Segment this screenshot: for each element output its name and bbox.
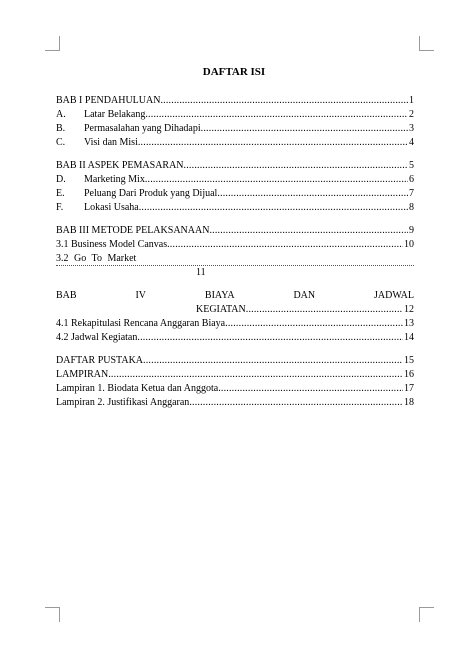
toc-heading-word: DAN: [293, 290, 316, 301]
toc-page-number: 1: [409, 95, 414, 106]
toc-entry-label: A.: [56, 109, 66, 120]
toc-entry[interactable]: [56, 396, 414, 410]
toc-entry[interactable]: [56, 122, 414, 136]
toc-page-number: 17: [404, 383, 414, 394]
toc-entry-text: 3.1 Business Model Canvas: [56, 239, 168, 250]
toc-entry-page-wrapped: [56, 266, 414, 280]
toc-heading-word: BIAYA: [204, 290, 235, 301]
margin-corner-top-left: [45, 36, 60, 51]
toc-page-number: 16: [404, 369, 414, 380]
toc-entry[interactable]: [56, 331, 414, 345]
toc-page-number: 14: [404, 332, 414, 343]
toc-page-number: 11: [196, 267, 206, 278]
toc-page-number: 13: [404, 318, 414, 329]
toc-page-number: 6: [409, 174, 414, 185]
toc-page-number: 7: [409, 188, 414, 199]
toc-entry-text: Lampiran 1. Biodata Ketua dan Anggota: [56, 383, 219, 394]
toc-entry[interactable]: [56, 136, 414, 150]
toc-entry-text: Latar Belakang: [84, 109, 146, 120]
toc-entry[interactable]: [56, 382, 414, 396]
toc-entry-text: Marketing Mix: [84, 174, 145, 185]
toc-heading-word: JADWAL: [374, 290, 414, 301]
toc-heading-text: DAFTAR PUSTAKA: [56, 355, 144, 366]
toc-page-number: 5: [409, 160, 414, 171]
toc-entry[interactable]: [56, 173, 414, 187]
toc-entry-label: C.: [56, 137, 66, 148]
toc-heading-word: IV: [135, 290, 147, 301]
toc-entry-label: B.: [56, 123, 66, 134]
toc-entry[interactable]: [56, 252, 414, 266]
toc-heading-text: BAB I PENDAHULUAN: [56, 95, 161, 106]
toc-heading[interactable]: [56, 94, 414, 108]
toc-entry-text: Visi dan Misi: [84, 137, 138, 148]
page-title: DAFTAR ISI: [202, 66, 266, 78]
toc-entry-label: E.: [56, 188, 65, 199]
toc-heading-text: LAMPIRAN: [56, 369, 109, 380]
toc-entry-text: Lampiran 2. Justifikasi Anggaran: [56, 397, 190, 408]
toc-heading[interactable]: [56, 289, 414, 303]
toc-page-number: 15: [404, 355, 414, 366]
toc-page-number: 8: [409, 202, 414, 213]
toc-heading[interactable]: [56, 159, 414, 173]
toc-heading-word: BAB: [56, 290, 77, 301]
toc-page-number: 2: [409, 109, 414, 120]
toc-entry[interactable]: [56, 187, 414, 201]
toc-page-number: 18: [404, 397, 414, 408]
margin-corner-bottom-left: [45, 607, 60, 622]
toc-heading[interactable]: [56, 224, 414, 238]
toc-page-number: 9: [409, 225, 414, 236]
toc-entry-text: 4.1 Rekapitulasi Rencana Anggaran Biaya: [56, 318, 226, 329]
margin-corner-bottom-right: [419, 607, 434, 622]
toc-entry-label: F.: [56, 202, 64, 213]
toc-entry-text: Lokasi Usaha: [84, 202, 139, 213]
toc-list: [56, 94, 414, 410]
toc-entry[interactable]: [56, 317, 414, 331]
toc-heading[interactable]: [56, 354, 414, 368]
toc-heading-text: KEGIATAN: [196, 304, 246, 315]
toc-page-number: 10: [404, 239, 414, 250]
toc-entry[interactable]: [56, 201, 414, 215]
toc-heading-text: BAB III METODE PELAKSANAAN: [56, 225, 210, 236]
toc-entry-label: D.: [56, 174, 66, 185]
toc-page-number: 4: [409, 137, 414, 148]
toc-entry-text: Peluang Dari Produk yang Dijual: [84, 188, 218, 199]
toc-heading-continuation[interactable]: [56, 303, 414, 317]
toc-entry[interactable]: [56, 238, 414, 252]
toc-entry-text: 4.2 Jadwal Kegiatan: [56, 332, 138, 343]
toc-page-number: 12: [404, 304, 414, 315]
toc-entry-text: Permasalahan yang Dihadapi: [84, 123, 201, 134]
toc-heading-text: BAB II ASPEK PEMASARAN: [56, 160, 184, 171]
toc-heading[interactable]: [56, 368, 414, 382]
margin-corner-top-right: [419, 36, 434, 51]
toc-entry[interactable]: [56, 108, 414, 122]
toc-entry-text: 3.2 Go To Market: [56, 253, 137, 264]
toc-page-number: 3: [409, 123, 414, 134]
